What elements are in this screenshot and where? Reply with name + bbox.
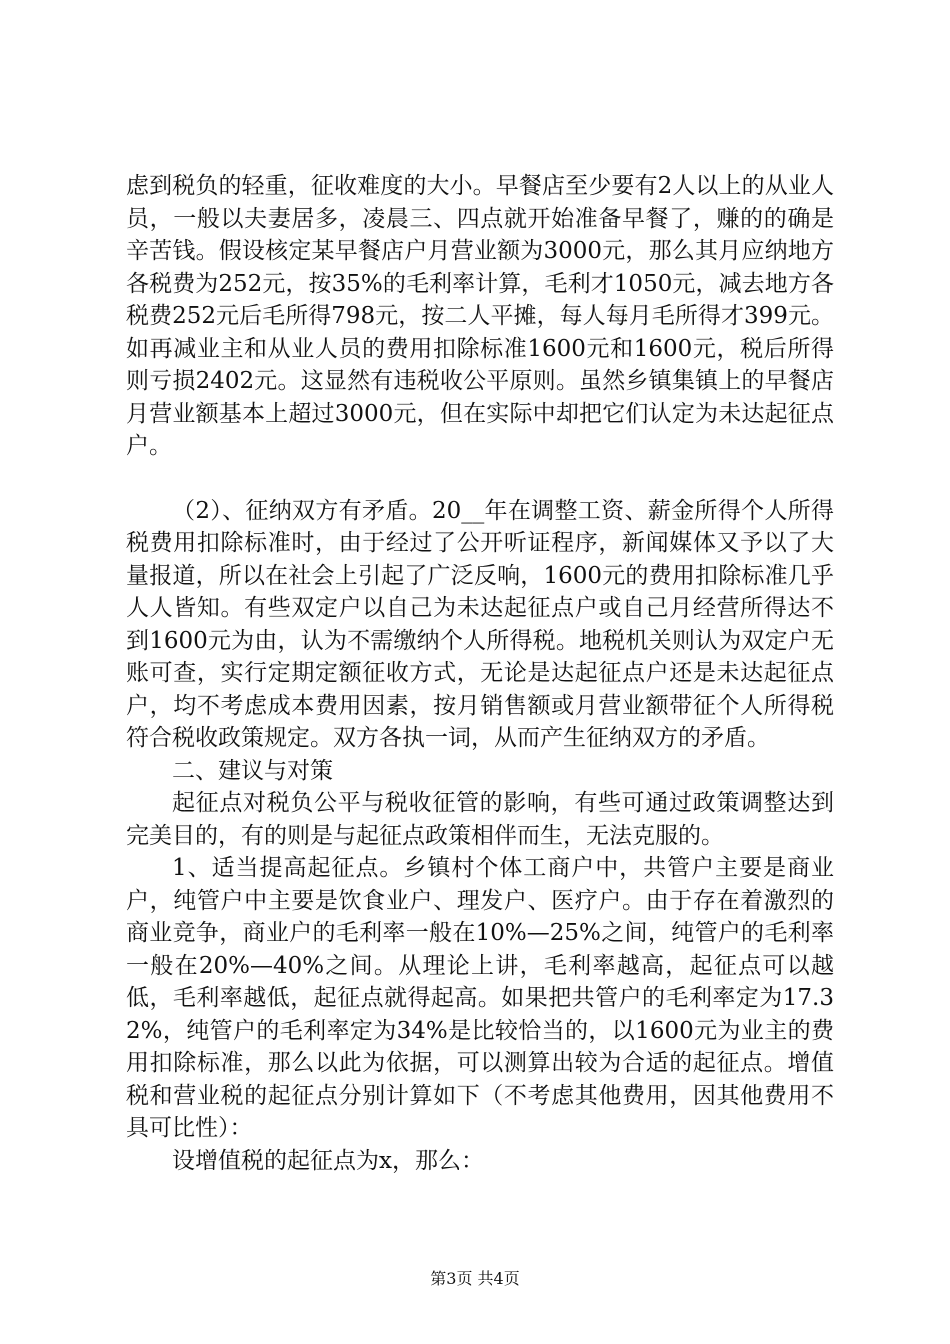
paragraph-raise-threshold: 1、适当提高起征点。乡镇村个体工商户中，共管户主要是商业户，纯管户中主要是饮食业户、理发户、医疗户。由于存在着激烈的商业竞争，商业户的毛利率一般在10%—25%之间，纯管户的毛利率一般在20%—40%之间。从理论上讲，毛利率越高，起征点可以越低，毛利率越低，起征点就得起高。如果把共管户的毛利率定为17.32%，纯管户的毛利率定为34%是比较恰当的，以1600元为业主的费用扣除标准，那么以此为依据，可以测算出较为合适的起征点。增值税和营业税的起征点分别计算如下（不考虑其他费用，因其他费用不具可比性）：	[126, 855, 834, 1141]
paragraph-threshold-impact: 起征点对税负公平与税收征管的影响，有些可通过政策调整达到完美目的，有的则是与起征点政策相伴而生，无法克服的。	[126, 790, 834, 849]
paragraph-tax-conflict: （2）、征纳双方有矛盾。20__年在调整工资、薪金所得个人所得税费用扣除标准时，由于经过了公开听证程序，新闻媒体又予以了大量报道，所以在社会上引起了广泛反响，1600元的费用扣除标准几乎人人皆知。有些双定户以自己为未达起征点户或自己月经营所得达不到1600元为由，认为不需缴纳个人所得税。地税机关则认为双定户无账可查，实行定期定额征收方式，无论是达起征点户还是未达起征点户，均不考虑成本费用因素，按月销售额或月营业额带征个人所得税符合税收政策规定。双方各执一词，从而产生征纳双方的矛盾。	[126, 497, 834, 751]
paragraph-vat-formula-intro: 设增值税的起征点为x，那么：	[172, 1147, 484, 1174]
section-heading-suggestions: 二、建议与对策	[172, 757, 333, 784]
page-footer: 第3页 共4页	[430, 1269, 520, 1288]
paragraph-breakfast-shop-example: 虑到税负的轻重，征收难度的大小。早餐店至少要有2人以上的从业人员，一般以夫妻居多，凌晨三、四点就开始准备早餐了，赚的的确是辛苦钱。假设核定某早餐店户月营业额为3000元，那么其月应纳地方各税费为252元，按35%的毛利率计算，毛利才1050元，减去地方各税费252元后毛所得798元，按二人平摊，每人每月毛所得才399元。如再减业主和从业人员的费用扣除标准1600元和1600元，税后所得则亏损2402元。这显然有违税收公平原则。虽然乡镇集镇上的早餐店月营业额基本上超过3000元，但在实际中却把它们认定为未达起征点户。	[126, 173, 834, 459]
document-body	[126, 170, 834, 1177]
